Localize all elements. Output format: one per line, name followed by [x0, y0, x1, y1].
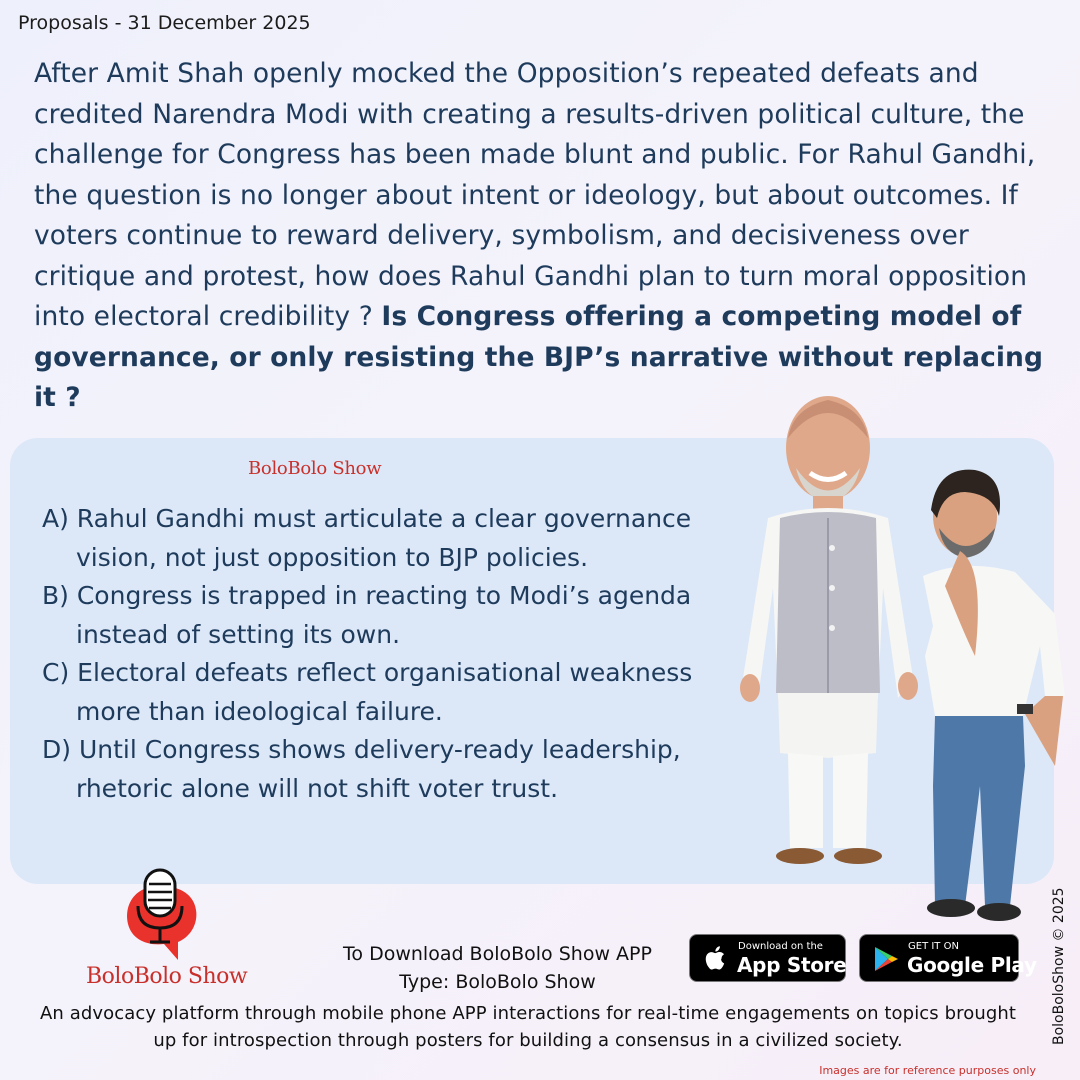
download-line-1: To Download BoloBolo Show APP [343, 943, 652, 965]
app-store-big: App Store [737, 953, 847, 977]
option-a[interactable]: A) Rahul Gandhi must articulate a clear governance vision, not just opposition to BJP policies. [42, 504, 692, 572]
side-copyright: BoloBoloShow © 2025 [1051, 887, 1067, 1045]
google-play-icon [872, 945, 900, 973]
question-body: After Amit Shah openly mocked the Opposition’s repeated defeats and credited Narendra Modi with creating a results-driven political culture, the challenge for Congress has been made blunt and public. For Rahul Gandhi, the question is no longer about intent or ideology, but about outcomes. If voters continue to reward delivery, symbolism, and decisiveness over critique and protest, how does Rahul Gandhi plan to turn moral opposition into electoral credibility ? [34, 58, 1036, 332]
option-d[interactable]: D) Until Congress shows delivery-ready leadership, rhetoric alone will not shift voter trust. [42, 735, 681, 803]
option-b[interactable]: B) Congress is trapped in reacting to Modi’s agenda instead of setting its own. [42, 581, 692, 649]
panel-brand: BoloBolo Show [248, 458, 382, 479]
app-store-button[interactable] [689, 934, 846, 982]
apple-icon [702, 944, 726, 972]
google-play-small: GET IT ON [908, 941, 959, 952]
download-line-2: Type: BoloBolo Show [399, 971, 596, 993]
question-bold: Is Congress offering a competing model of governance, or only resisting the BJP’s narrative without replacing it ? [34, 301, 1044, 413]
figure-man-polo [905, 466, 1070, 928]
options-list [42, 500, 742, 808]
question-text [34, 54, 1044, 419]
app-store-small: Download on the [738, 941, 823, 952]
download-instructions [320, 940, 675, 996]
date-line: Proposals - 31 December 2025 [18, 12, 311, 34]
google-play-button[interactable] [859, 934, 1037, 982]
footer-brand: BoloBolo Show [86, 964, 248, 989]
microphone-speech-bubble-icon [120, 866, 200, 962]
advocacy-text: An advocacy platform through mobile phone APP interactions for real-time engagements on topics brought up for introspection through posters for building a consensus in a civilized society. [39, 1003, 1017, 1051]
figure-man-vest [728, 378, 928, 868]
disclaimer: Images are for reference purposes only [819, 1064, 1036, 1077]
google-play-big: Google Play [907, 953, 1037, 977]
option-c[interactable]: C) Electoral defeats reflect organisational weakness more than ideological failure. [42, 658, 693, 726]
